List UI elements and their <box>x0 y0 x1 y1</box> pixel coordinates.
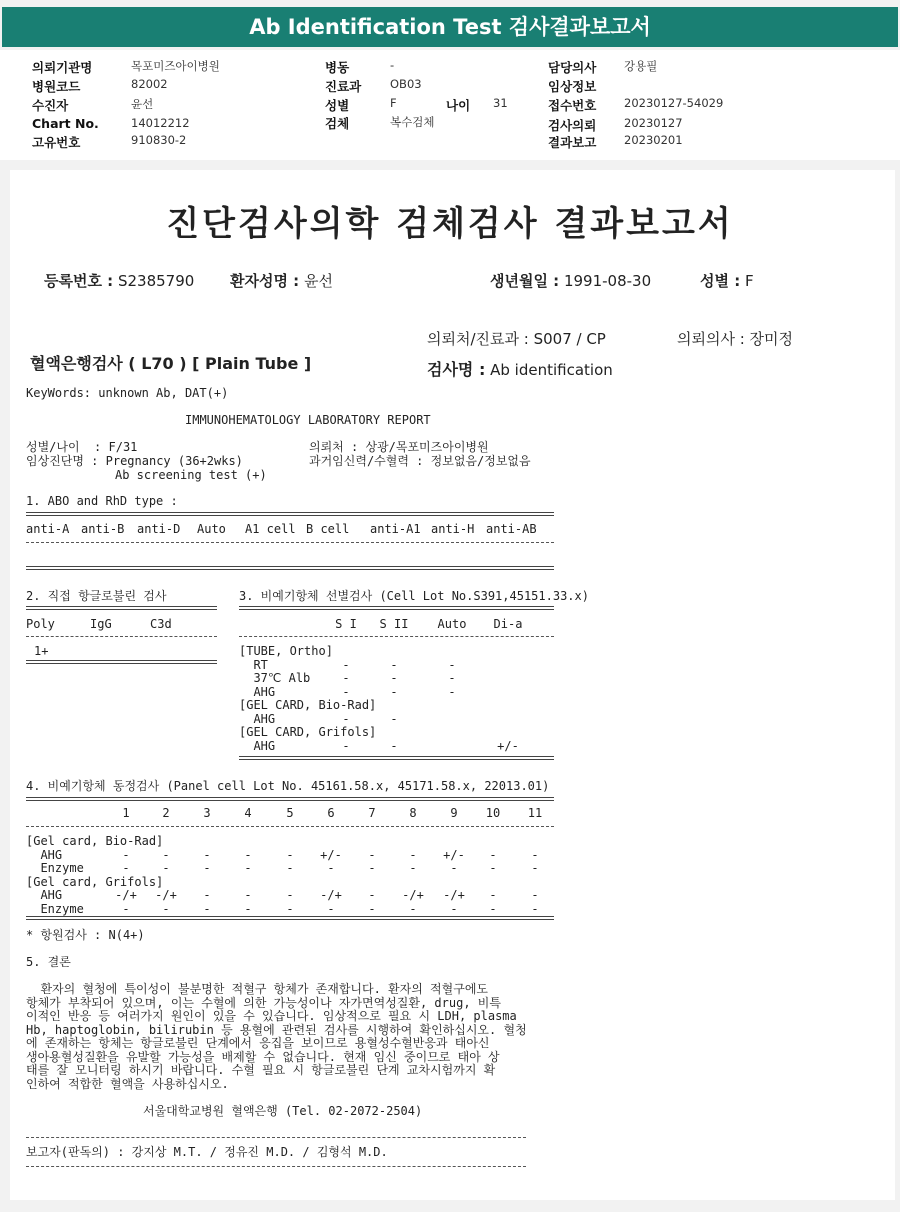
screen-row-label: [GEL CARD, Bio-Rad] <box>239 698 377 712</box>
panel-row-label: [Gel card, Grifols] <box>26 874 164 889</box>
panel-cell-number: 5 <box>286 806 294 820</box>
s5-title: 5. 결론 <box>26 955 71 969</box>
double-rule <box>26 660 217 664</box>
panel-cell: - <box>409 901 417 916</box>
keywords: KeyWords: unknown Ab, DAT(+) <box>26 386 229 400</box>
double-rule <box>26 566 554 570</box>
doctor: 의뢰의사 : 장미정 <box>677 330 794 348</box>
info-label: 병원코드 <box>32 79 81 94</box>
panel-cell-number: 4 <box>244 806 252 820</box>
panel-cell: - <box>450 901 458 916</box>
conclusion-line: 태를 잘 모니터링 하시기 바랍니다. 수혈 필요 시 항글로불린 단계 교차시험까지 확 <box>26 1063 496 1077</box>
abo-column-header: anti-A <box>26 522 70 536</box>
s2-title: 2. 직접 항글로불린 검사 <box>26 589 167 603</box>
panel-cell: - <box>531 861 539 875</box>
screen-cell: - <box>390 657 398 672</box>
screen-cell: - <box>390 684 398 699</box>
panel-cell: - <box>244 901 252 916</box>
dat-poly-value: 1+ <box>34 644 49 658</box>
info-label: 검사의뢰 <box>548 118 597 133</box>
panel-cell-number: 8 <box>409 806 417 820</box>
panel-cell: - <box>327 901 335 916</box>
info-value: 20230201 <box>624 133 683 147</box>
panel-cell: - <box>368 888 376 902</box>
rule <box>26 636 217 637</box>
panel-row-label: Enzyme <box>26 901 84 916</box>
diagnosis-2: Ab screening test (+) <box>115 468 267 482</box>
panel-cell: - <box>244 861 252 875</box>
panel-cell: - <box>286 847 294 862</box>
info-value: 82002 <box>131 77 168 91</box>
info-value: 강용필 <box>624 59 658 73</box>
abo-column-header: anti-B <box>81 522 125 536</box>
info-label: 검체 <box>325 116 350 131</box>
screen-cell: - <box>390 711 398 726</box>
screen-row-label: RT <box>239 657 268 672</box>
info-label: 수진자 <box>32 98 69 113</box>
abo-column-header: B cell <box>306 522 350 536</box>
panel-cell: - <box>409 847 417 862</box>
birth-date: 생년월일 : 1991-08-30 <box>490 272 652 290</box>
sex: 성별 : F <box>700 272 754 290</box>
section-title: 혈액은행검사 ( L70 ) [ Plain Tube ] <box>30 354 312 373</box>
diagnosis: 임상진단명 : Pregnancy (36+2wks) <box>26 454 243 468</box>
panel-cell: - <box>244 847 252 862</box>
screen-cell: +/- <box>497 738 519 753</box>
panel-cell: - <box>203 888 211 902</box>
panel-cell-number: 9 <box>450 806 458 820</box>
panel-row-label: Enzyme <box>26 861 84 875</box>
info-value: 14012212 <box>131 116 190 130</box>
panel-cell: - <box>203 901 211 916</box>
info-label: 고유번호 <box>32 135 81 150</box>
rule <box>26 1137 526 1138</box>
info-value: 31 <box>493 96 508 110</box>
panel-cell: - <box>489 888 497 902</box>
s1-title: 1. ABO and RhD type : <box>26 494 178 508</box>
double-rule <box>26 797 554 801</box>
info-label: 담당의사 <box>548 60 597 75</box>
panel-cell-number: 10 <box>485 806 501 820</box>
double-rule <box>26 606 217 610</box>
panel-cell: - <box>531 847 539 862</box>
panel-cell: - <box>327 861 335 875</box>
info-label: 병동 <box>325 60 350 75</box>
screen-row-label: [TUBE, Ortho] <box>239 644 333 658</box>
panel-cell: -/+ <box>155 888 177 902</box>
screen-cell: - <box>342 657 350 672</box>
panel-cell-number: 1 <box>122 806 130 820</box>
conclusion-line: 에 존재하는 항체는 항글로불린 단계에서 응집을 보이므로 용혈성수혈반응과 태아신 <box>26 1036 490 1050</box>
panel-cell: - <box>409 861 417 875</box>
screen-cell: - <box>448 684 456 699</box>
panel-cell: - <box>122 861 130 875</box>
panel-cell: - <box>286 888 294 902</box>
info-label: 접수번호 <box>548 98 597 113</box>
double-rule <box>239 756 554 760</box>
conclusion-line: Hb, haptoglobin, bilirubin 등 용혈에 관련된 검사를 시행하여 확인하십시오. 혈청 <box>26 1022 527 1037</box>
panel-row-label: [Gel card, Bio-Rad] <box>26 834 164 848</box>
panel-cell: -/+ <box>443 888 465 902</box>
info-value: OB03 <box>390 77 422 91</box>
antigen-test: * 항원검사 : N(4+) <box>26 928 145 942</box>
screen-cell: - <box>342 684 350 699</box>
info-label: 나이 <box>446 98 471 113</box>
conclusion-line: 환자의 혈청에 특이성이 불분명한 적혈구 항체가 존재합니다. 환자의 적혈구에도 <box>26 982 489 996</box>
s4-title: 4. 비예기항체 동정검사 (Panel cell Lot No. 45161.58.x, 45171.58.x, 22013.01) <box>26 779 550 793</box>
abo-column-header: anti-A1 <box>370 522 421 536</box>
abo-column-header: Auto <box>197 522 226 536</box>
info-value: F <box>390 96 397 110</box>
screen-cell: - <box>390 738 398 753</box>
panel-cell: - <box>286 901 294 916</box>
reporter: 보고자(판독의) : 강지상 M.T. / 정유진 M.D. / 김형석 M.D. <box>26 1145 388 1159</box>
panel-cell: - <box>368 847 376 862</box>
panel-cell: - <box>531 901 539 916</box>
document-title: 진단검사의학 검체검사 결과보고서 <box>166 204 734 244</box>
poly-header: Poly <box>26 617 55 631</box>
info-value: 20230127-54029 <box>624 96 724 110</box>
screen-cell: - <box>342 671 350 685</box>
s3-title: 3. 비예기항체 선별검사 (Cell Lot No.S391,45151.33.x) <box>239 589 589 603</box>
screen-cell: - <box>448 657 456 672</box>
panel-cell: -/+ <box>115 888 137 902</box>
conclusion-line: 생아용혈성질환을 유발할 가능성을 배제할 수 없습니다. 현재 임신 중이므로 태아 상 <box>26 1049 500 1064</box>
panel-cell: - <box>450 861 458 875</box>
info-value: - <box>390 58 395 72</box>
panel-cell-number: 7 <box>368 806 376 820</box>
info-value: 윤선 <box>131 97 154 111</box>
panel-cell: +/- <box>443 847 465 862</box>
panel-cell: - <box>368 901 376 916</box>
panel-cell: - <box>489 861 497 875</box>
dept: 의뢰처/진료과 : S007 / CP <box>427 330 606 348</box>
abo-column-header: anti-H <box>431 522 475 536</box>
blood-bank: 서울대학교병원 혈액은행 (Tel. 02-2072-2504) <box>143 1104 423 1118</box>
info-value: 목포미즈아이병원 <box>131 59 220 73</box>
c3d-header: C3d <box>150 617 172 631</box>
panel-cell: - <box>162 901 170 916</box>
screen-row-label: AHG <box>239 711 276 726</box>
screen-column-header: S I <box>335 617 357 631</box>
screen-column-header: S II <box>379 617 409 631</box>
double-rule <box>26 916 554 920</box>
conclusion-line: 항체가 부착되어 있으며, 이는 수혈에 의한 가능성이나 자가면역성질환, drug, 비특 <box>26 995 501 1010</box>
reg-no: 등록번호 : S2385790 <box>44 272 195 290</box>
abo-column-header: anti-D <box>137 522 181 536</box>
info-value: 복수검체 <box>390 115 435 129</box>
screen-row-label: 37℃ Alb <box>239 671 311 685</box>
panel-cell: - <box>203 847 211 862</box>
abo-column-header: anti-AB <box>486 522 537 536</box>
panel-cell: -/+ <box>320 888 342 902</box>
panel-cell-number: 6 <box>327 806 335 820</box>
report-banner: Ab Identification Test 검사결과보고서 <box>2 7 898 47</box>
rule <box>26 542 554 543</box>
conclusion-line: 이적인 반응 등 여러가지 원인이 있을 수 있습니다. 임상적으로 필요 시 LDH, plasma <box>26 1009 517 1023</box>
igg-header: IgG <box>90 617 112 631</box>
panel-cell: - <box>531 888 539 902</box>
screen-row-label: [GEL CARD, Grifols] <box>239 725 377 739</box>
panel-cell: - <box>122 901 130 916</box>
sex-age: 성별/나이 : F/31 <box>26 440 138 454</box>
panel-cell: - <box>244 888 252 902</box>
panel-cell-number: 2 <box>162 806 170 820</box>
panel-cell: - <box>368 861 376 875</box>
screen-column-header: Di-a <box>493 617 523 631</box>
info-value: 20230127 <box>624 116 683 130</box>
info-label: Chart No. <box>32 116 99 131</box>
double-rule <box>239 606 554 610</box>
info-value: 910830-2 <box>131 133 187 147</box>
panel-row-label: AHG <box>26 888 63 902</box>
lab-title: IMMUNOHEMATOLOGY LABORATORY REPORT <box>185 413 431 427</box>
abo-column-header: A1 cell <box>245 522 296 536</box>
screen-cell: - <box>342 738 350 753</box>
rule <box>26 1166 526 1167</box>
screen-row-label: AHG <box>239 684 276 699</box>
panel-row-label: AHG <box>26 847 63 862</box>
info-label: 성별 <box>325 98 350 113</box>
info-label: 결과보고 <box>548 135 597 150</box>
panel-cell: - <box>489 847 497 862</box>
panel-cell: - <box>162 847 170 862</box>
panel-cell: - <box>162 861 170 875</box>
panel-cell: - <box>286 861 294 875</box>
panel-cell: - <box>122 847 130 862</box>
panel-cell: +/- <box>320 847 342 862</box>
info-label: 임상정보 <box>548 79 597 94</box>
info-label: 진료과 <box>325 79 362 94</box>
patient-info-panel <box>0 50 900 160</box>
rule <box>239 636 554 637</box>
history: 과거임신력/수혈력 : 정보없음/정보없음 <box>309 454 531 468</box>
conclusion-line: 인하여 적합한 혈액을 사용하십시오. <box>26 1076 229 1091</box>
double-rule <box>26 512 554 516</box>
rule <box>26 826 554 827</box>
screen-cell: - <box>390 671 398 685</box>
test-name: 검사명 : Ab identification <box>427 360 613 379</box>
requester: 의뢰처 : 상광/목포미즈아이병원 <box>309 440 489 454</box>
panel-cell-number: 11 <box>527 806 543 820</box>
screen-row-label: AHG <box>239 738 276 753</box>
screen-cell: - <box>448 671 456 685</box>
patient-name: 환자성명 : 윤선 <box>230 272 333 290</box>
screen-column-header: Auto <box>437 617 467 631</box>
screen-cell: - <box>342 711 350 726</box>
info-label: 의뢰기관명 <box>32 60 93 75</box>
panel-cell-number: 3 <box>203 806 211 820</box>
panel-cell: - <box>489 901 497 916</box>
panel-cell: -/+ <box>402 888 424 902</box>
panel-cell: - <box>203 861 211 875</box>
